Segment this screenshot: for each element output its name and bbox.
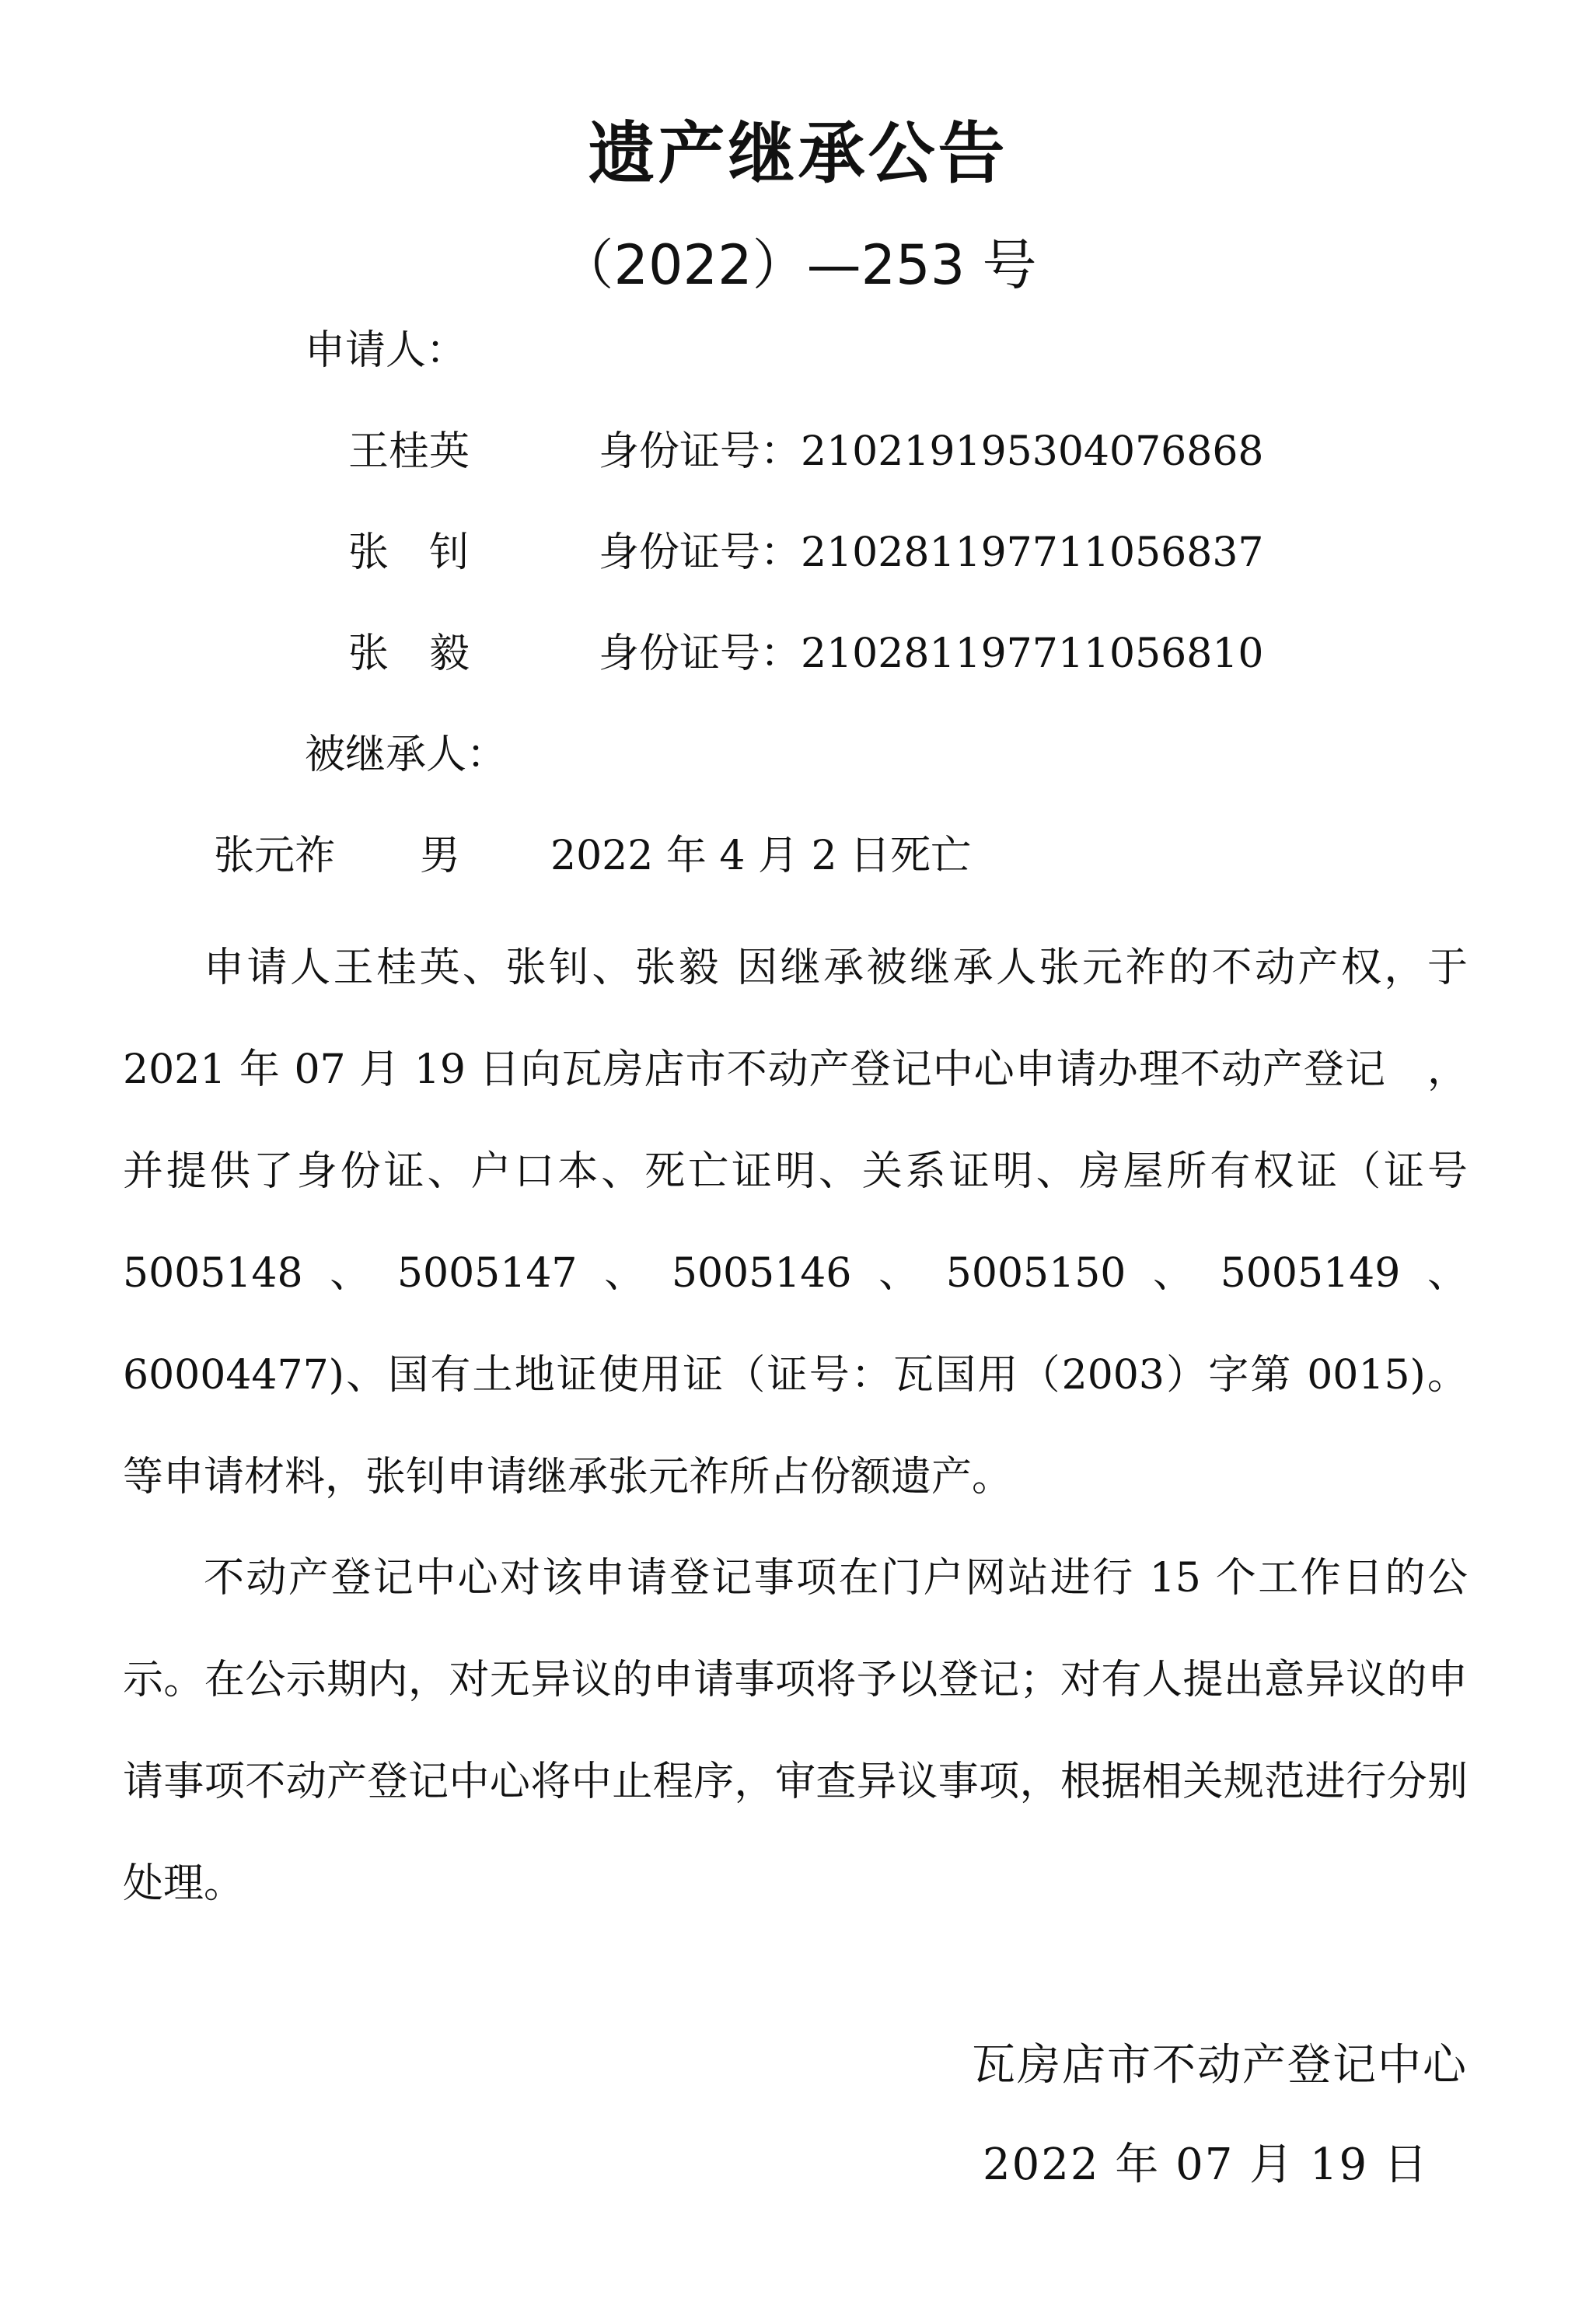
applicant-id-number: 身份证号：210281197711056837 [599, 529, 1264, 576]
publicity-paragraph [123, 1528, 1468, 1935]
applicant-id-number: 身份证号：210281197711056810 [599, 631, 1264, 677]
applicant-name: 王桂英 [348, 428, 470, 475]
paragraph-text: 不动产登记中心对该申请登记事项在门户网站进行 15 个工作日的公示。在公示期内，对无异议的申请事项将予以登记；对有人提出意异议的申请事项不动产登记中心将中止程序，审查异议事项，根据相关规范进行分别处理。 [123, 1555, 1468, 1907]
applicant-name: 张 钊 [348, 529, 470, 576]
applicant-id-number: 身份证号：210219195304076868 [599, 428, 1264, 475]
paragraph-text: 申请人王桂英、张钊、张毅 因继承被继承人张元祚的不动产权，于 2021 年 07 月 19 日向瓦房店市不动产登记中心申请办理不动产登记 ，并提供了身份证、户口本、死亡证明、关系证明、房屋所有权证（证号 5005148、5005147、5005146、5005150、5005149、60004477)、国有土地证使用证（证号：瓦国用（2003）字第 0015)。等申请材料，张钊申请继承张元祚所占份额遗产。 [123, 945, 1468, 1500]
notice-title: 遗产继承公告 [588, 115, 1008, 193]
decedent-label: 被继承人： [305, 732, 508, 778]
decedent-gender: 男 [420, 833, 461, 879]
decedent-name: 张元祚 [214, 833, 336, 879]
applicants-label: 申请人： [305, 327, 467, 374]
applicant-name: 张 毅 [348, 631, 470, 677]
document-number: （2022）—253 号 [559, 233, 1037, 297]
issue-date: 2022 年 07 月 19 日 [982, 2140, 1429, 2190]
issuing-organization: 瓦房店市不动产登记中心 [972, 2040, 1468, 2091]
decedent-death-date: 2022 年 4 月 2 日死亡 [550, 833, 972, 879]
application-paragraph [123, 917, 1468, 1528]
